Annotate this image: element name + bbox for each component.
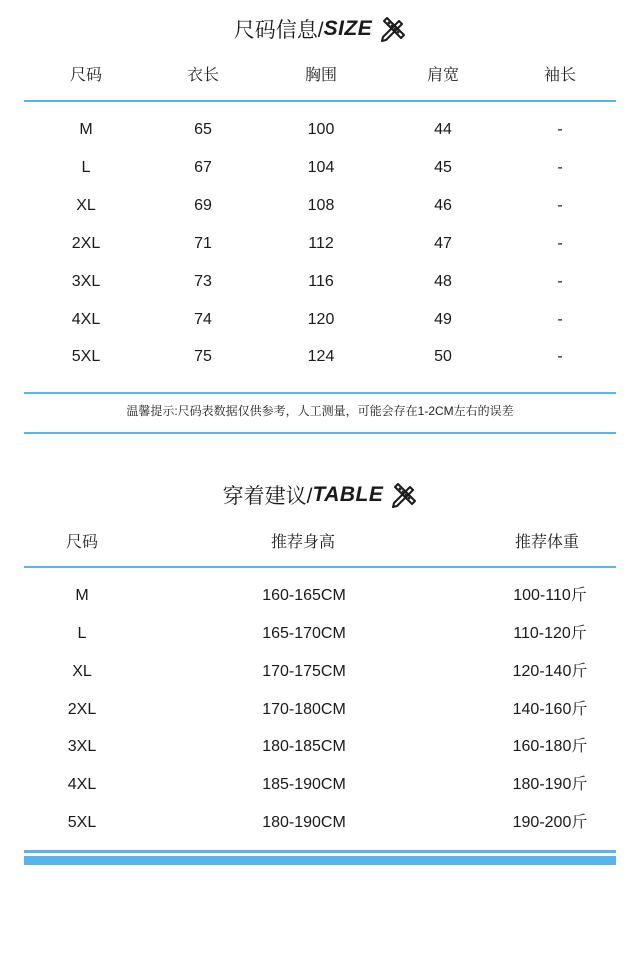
- chest-cell: 104: [307, 159, 335, 176]
- size-cell: 4XL: [71, 311, 101, 328]
- table-row: [0, 232, 640, 256]
- weight-cell: 120-140斤: [512, 663, 588, 680]
- chest-cell: 108: [307, 197, 335, 214]
- table-row: [0, 698, 640, 722]
- sleeve-cell: -: [557, 273, 563, 290]
- size-title-cn: 尺码信息/: [233, 19, 324, 42]
- shoulder-cell: 45: [434, 159, 452, 176]
- ruler-pencil-icon: [391, 482, 417, 508]
- chest-cell: 112: [308, 235, 334, 252]
- table-header-weight: 推荐体重: [514, 534, 580, 551]
- size-cell: XL: [72, 663, 92, 680]
- height-cell: 170-180CM: [262, 701, 346, 718]
- sleeve-cell: -: [557, 197, 563, 214]
- size-cell: 2XL: [71, 235, 101, 252]
- length-cell: 67: [194, 159, 212, 176]
- height-cell: 165-170CM: [262, 625, 346, 642]
- chest-cell: 116: [308, 273, 334, 290]
- table-header-divider: [24, 566, 616, 568]
- weight-cell: 100-110斤: [513, 587, 587, 604]
- table-row: [0, 345, 640, 369]
- size-cell: L: [81, 159, 91, 176]
- size-header-chest: 胸围: [304, 67, 338, 84]
- height-cell: 160-165CM: [262, 587, 346, 604]
- table-title-cn: 穿着建议/: [222, 485, 313, 508]
- table-header-size: 尺码: [65, 534, 99, 551]
- table-row: [0, 622, 640, 646]
- table-title-en: TABLE: [312, 483, 384, 506]
- footer-divider-thick: [24, 856, 616, 865]
- size-cell: 4XL: [67, 776, 97, 793]
- height-cell: 170-175CM: [262, 663, 346, 680]
- height-cell: 180-185CM: [262, 738, 346, 755]
- size-cell: M: [75, 587, 89, 604]
- size-header-divider: [24, 100, 616, 102]
- sleeve-cell: -: [557, 121, 563, 138]
- shoulder-cell: 48: [434, 273, 452, 290]
- weight-cell: 190-200斤: [512, 814, 588, 831]
- table-row: [0, 194, 640, 218]
- size-header-length: 衣长: [186, 67, 220, 84]
- length-cell: 69: [194, 197, 212, 214]
- table-row: [0, 270, 640, 294]
- table-header-height: 推荐身高: [270, 534, 336, 551]
- weight-cell: 160-180斤: [512, 738, 588, 755]
- size-cell: 3XL: [71, 273, 101, 290]
- sleeve-cell: -: [557, 311, 563, 328]
- length-cell: 71: [194, 235, 212, 252]
- table-row: [0, 811, 640, 835]
- size-header-row: [0, 64, 640, 88]
- shoulder-cell: 49: [434, 311, 452, 328]
- table-section-title: [0, 480, 640, 510]
- size-section-title: [0, 14, 640, 44]
- table-header-row: [0, 531, 640, 555]
- size-header-sleeve: 袖长: [543, 67, 577, 84]
- ruler-pencil-icon: [380, 16, 406, 42]
- weight-cell: 140-160斤: [512, 701, 588, 718]
- size-cell: 5XL: [67, 814, 97, 831]
- shoulder-cell: 46: [434, 197, 452, 214]
- size-header-size: 尺码: [69, 67, 103, 84]
- shoulder-cell: 44: [434, 121, 452, 138]
- shoulder-cell: 50: [434, 348, 452, 365]
- table-row: [0, 584, 640, 608]
- note-top-divider: [24, 392, 616, 394]
- size-header-shoulder: 肩宽: [426, 67, 460, 84]
- table-row: [0, 773, 640, 797]
- table-row: [0, 156, 640, 180]
- size-cell: 3XL: [67, 738, 97, 755]
- chest-cell: 100: [307, 121, 335, 138]
- height-cell: 185-190CM: [262, 776, 346, 793]
- size-cell: 2XL: [67, 701, 97, 718]
- shoulder-cell: 47: [434, 235, 452, 252]
- size-cell: 5XL: [71, 348, 101, 365]
- size-cell: XL: [76, 197, 96, 214]
- size-cell: M: [79, 121, 93, 138]
- footer-divider-thin: [24, 850, 616, 853]
- length-cell: 75: [194, 348, 212, 365]
- chest-cell: 120: [307, 311, 335, 328]
- height-cell: 180-190CM: [262, 814, 346, 831]
- table-row: [0, 735, 640, 759]
- size-note: 温馨提示:尺码表数据仅供参考，人工测量，可能会存在1-2CM左右的误差: [126, 404, 514, 418]
- sleeve-cell: -: [557, 348, 563, 365]
- length-cell: 73: [194, 273, 212, 290]
- sleeve-cell: -: [557, 159, 563, 176]
- chest-cell: 124: [307, 348, 335, 365]
- sleeve-cell: -: [557, 235, 563, 252]
- weight-cell: 110-120斤: [513, 625, 587, 642]
- weight-cell: 180-190斤: [512, 776, 588, 793]
- table-row: [0, 308, 640, 332]
- note-bottom-divider: [24, 432, 616, 434]
- length-cell: 74: [194, 311, 212, 328]
- size-title-en: SIZE: [323, 17, 373, 40]
- table-row: [0, 660, 640, 684]
- size-cell: L: [77, 625, 87, 642]
- table-row: [0, 118, 640, 142]
- length-cell: 65: [194, 121, 212, 138]
